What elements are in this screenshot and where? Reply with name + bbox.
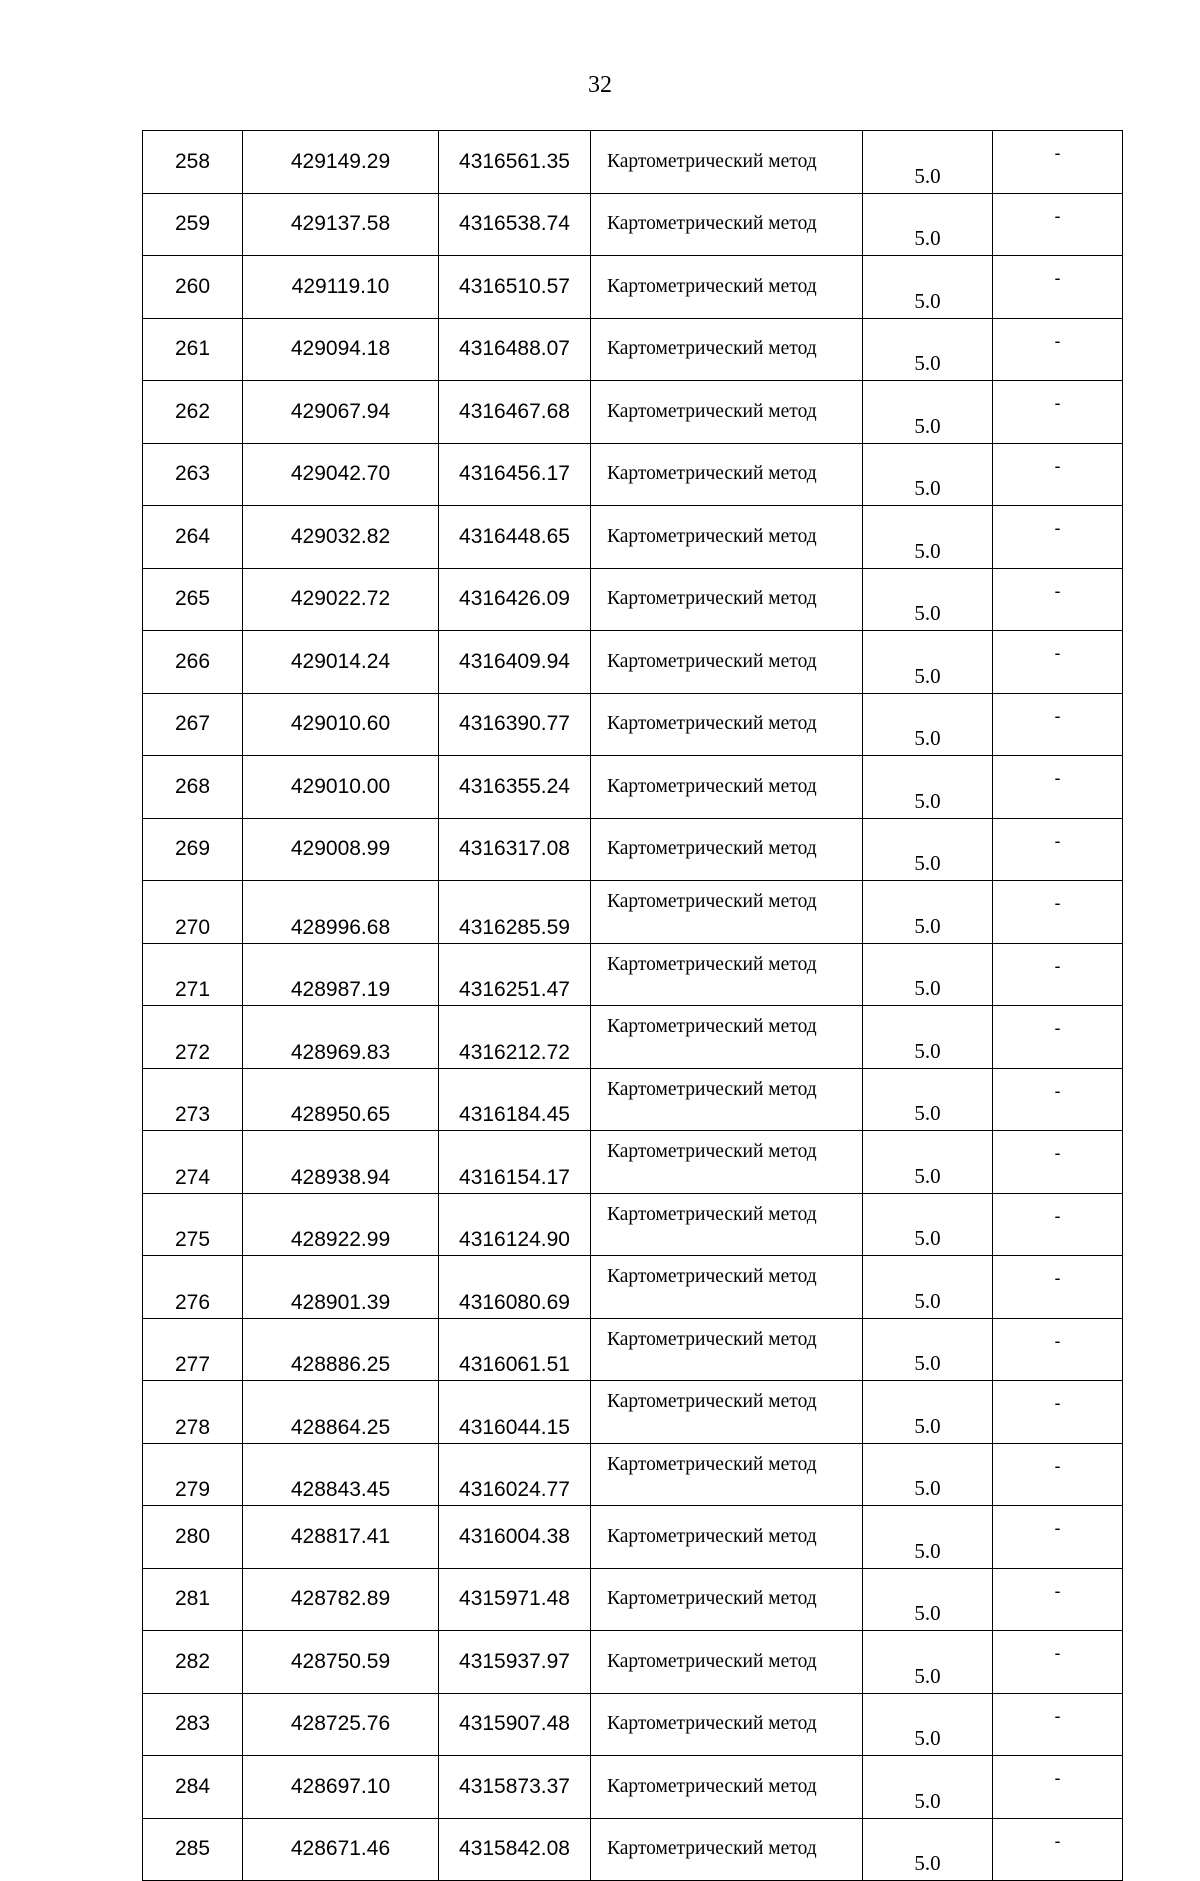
page-number: 32 bbox=[588, 72, 612, 98]
note-cell: - bbox=[993, 131, 1123, 194]
note-cell: - bbox=[993, 1443, 1123, 1506]
table-row bbox=[143, 1318, 1123, 1381]
x-coordinate-cell: 428938.94 bbox=[243, 1131, 439, 1194]
y-coordinate-cell: 4316080.69 bbox=[439, 1256, 591, 1319]
table-row bbox=[143, 631, 1123, 694]
note-cell: - bbox=[993, 443, 1123, 506]
x-coordinate-cell: 429067.94 bbox=[243, 381, 439, 444]
accuracy-cell: 5.0 bbox=[863, 381, 993, 444]
method-cell: Картометрический метод bbox=[591, 1568, 863, 1631]
accuracy-cell: 5.0 bbox=[863, 1131, 993, 1194]
table-row bbox=[143, 1818, 1123, 1881]
y-coordinate-cell: 4316426.09 bbox=[439, 568, 591, 631]
point-number-cell: 270 bbox=[143, 881, 243, 944]
method-cell: Картометрический метод bbox=[591, 193, 863, 256]
point-number-cell: 264 bbox=[143, 506, 243, 569]
method-cell: Картометрический метод bbox=[591, 1131, 863, 1194]
x-coordinate-cell: 428969.83 bbox=[243, 1006, 439, 1069]
table-row bbox=[143, 881, 1123, 944]
table-row bbox=[143, 756, 1123, 819]
method-cell: Картометрический метод bbox=[591, 1443, 863, 1506]
method-cell: Картометрический метод bbox=[591, 756, 863, 819]
y-coordinate-cell: 4316409.94 bbox=[439, 631, 591, 694]
table-row bbox=[143, 818, 1123, 881]
table-row bbox=[143, 568, 1123, 631]
method-cell: Картометрический метод bbox=[591, 443, 863, 506]
accuracy-cell: 5.0 bbox=[863, 1381, 993, 1444]
y-coordinate-cell: 4316317.08 bbox=[439, 818, 591, 881]
accuracy-cell: 5.0 bbox=[863, 131, 993, 194]
table-row bbox=[143, 1381, 1123, 1444]
y-coordinate-cell: 4316212.72 bbox=[439, 1006, 591, 1069]
point-number-cell: 283 bbox=[143, 1693, 243, 1756]
table-row bbox=[143, 381, 1123, 444]
table-row bbox=[143, 1693, 1123, 1756]
y-coordinate-cell: 4316285.59 bbox=[439, 881, 591, 944]
note-cell: - bbox=[993, 818, 1123, 881]
y-coordinate-cell: 4316024.77 bbox=[439, 1443, 591, 1506]
table-row bbox=[143, 1631, 1123, 1694]
note-cell: - bbox=[993, 318, 1123, 381]
accuracy-cell: 5.0 bbox=[863, 1256, 993, 1319]
x-coordinate-cell: 428950.65 bbox=[243, 1068, 439, 1131]
accuracy-cell: 5.0 bbox=[863, 318, 993, 381]
y-coordinate-cell: 4316488.07 bbox=[439, 318, 591, 381]
x-coordinate-cell: 428697.10 bbox=[243, 1756, 439, 1819]
x-coordinate-cell: 428725.76 bbox=[243, 1693, 439, 1756]
x-coordinate-cell: 428864.25 bbox=[243, 1381, 439, 1444]
point-number-cell: 277 bbox=[143, 1318, 243, 1381]
table-row bbox=[143, 1193, 1123, 1256]
accuracy-cell: 5.0 bbox=[863, 506, 993, 569]
note-cell: - bbox=[993, 568, 1123, 631]
y-coordinate-cell: 4316390.77 bbox=[439, 693, 591, 756]
method-cell: Картометрический метод bbox=[591, 381, 863, 444]
table-row bbox=[143, 318, 1123, 381]
point-number-cell: 280 bbox=[143, 1506, 243, 1569]
method-cell: Картометрический метод bbox=[591, 881, 863, 944]
x-coordinate-cell: 429149.29 bbox=[243, 131, 439, 194]
method-cell: Картометрический метод bbox=[591, 943, 863, 1006]
note-cell: - bbox=[993, 1068, 1123, 1131]
x-coordinate-cell: 429032.82 bbox=[243, 506, 439, 569]
y-coordinate-cell: 4316538.74 bbox=[439, 193, 591, 256]
method-cell: Картометрический метод bbox=[591, 256, 863, 319]
note-cell: - bbox=[993, 1193, 1123, 1256]
y-coordinate-cell: 4316467.68 bbox=[439, 381, 591, 444]
point-number-cell: 266 bbox=[143, 631, 243, 694]
note-cell: - bbox=[993, 1256, 1123, 1319]
method-cell: Картометрический метод bbox=[591, 1381, 863, 1444]
note-cell: - bbox=[993, 1693, 1123, 1756]
x-coordinate-cell: 429014.24 bbox=[243, 631, 439, 694]
method-cell: Картометрический метод bbox=[591, 1193, 863, 1256]
y-coordinate-cell: 4316004.38 bbox=[439, 1506, 591, 1569]
note-cell: - bbox=[993, 881, 1123, 944]
table-row bbox=[143, 1068, 1123, 1131]
note-cell: - bbox=[993, 1818, 1123, 1881]
table-row bbox=[143, 943, 1123, 1006]
point-number-cell: 273 bbox=[143, 1068, 243, 1131]
x-coordinate-cell: 428671.46 bbox=[243, 1818, 439, 1881]
table-row bbox=[143, 1506, 1123, 1569]
y-coordinate-cell: 4316061.51 bbox=[439, 1318, 591, 1381]
accuracy-cell: 5.0 bbox=[863, 1631, 993, 1694]
y-coordinate-cell: 4315907.48 bbox=[439, 1693, 591, 1756]
table-row bbox=[143, 1756, 1123, 1819]
accuracy-cell: 5.0 bbox=[863, 1693, 993, 1756]
note-cell: - bbox=[993, 693, 1123, 756]
x-coordinate-cell: 428817.41 bbox=[243, 1506, 439, 1569]
accuracy-cell: 5.0 bbox=[863, 881, 993, 944]
coordinates-table-body bbox=[143, 131, 1123, 1881]
accuracy-cell: 5.0 bbox=[863, 1506, 993, 1569]
table-row bbox=[143, 443, 1123, 506]
note-cell: - bbox=[993, 631, 1123, 694]
point-number-cell: 258 bbox=[143, 131, 243, 194]
table-row bbox=[143, 131, 1123, 194]
method-cell: Картометрический метод bbox=[591, 318, 863, 381]
x-coordinate-cell: 429119.10 bbox=[243, 256, 439, 319]
note-cell: - bbox=[993, 1131, 1123, 1194]
table-row bbox=[143, 1568, 1123, 1631]
method-cell: Картометрический метод bbox=[591, 1756, 863, 1819]
y-coordinate-cell: 4316561.35 bbox=[439, 131, 591, 194]
point-number-cell: 276 bbox=[143, 1256, 243, 1319]
method-cell: Картометрический метод bbox=[591, 1818, 863, 1881]
accuracy-cell: 5.0 bbox=[863, 1006, 993, 1069]
point-number-cell: 265 bbox=[143, 568, 243, 631]
y-coordinate-cell: 4316184.45 bbox=[439, 1068, 591, 1131]
accuracy-cell: 5.0 bbox=[863, 818, 993, 881]
method-cell: Картометрический метод bbox=[591, 1318, 863, 1381]
note-cell: - bbox=[993, 756, 1123, 819]
method-cell: Картометрический метод bbox=[591, 1693, 863, 1756]
y-coordinate-cell: 4316510.57 bbox=[439, 256, 591, 319]
accuracy-cell: 5.0 bbox=[863, 756, 993, 819]
accuracy-cell: 5.0 bbox=[863, 1443, 993, 1506]
y-coordinate-cell: 4316448.65 bbox=[439, 506, 591, 569]
y-coordinate-cell: 4316456.17 bbox=[439, 443, 591, 506]
method-cell: Картометрический метод bbox=[591, 1068, 863, 1131]
y-coordinate-cell: 4316124.90 bbox=[439, 1193, 591, 1256]
note-cell: - bbox=[993, 193, 1123, 256]
x-coordinate-cell: 429010.60 bbox=[243, 693, 439, 756]
note-cell: - bbox=[993, 943, 1123, 1006]
y-coordinate-cell: 4316154.17 bbox=[439, 1131, 591, 1194]
method-cell: Картометрический метод bbox=[591, 818, 863, 881]
x-coordinate-cell: 428750.59 bbox=[243, 1631, 439, 1694]
accuracy-cell: 5.0 bbox=[863, 1193, 993, 1256]
accuracy-cell: 5.0 bbox=[863, 193, 993, 256]
accuracy-cell: 5.0 bbox=[863, 443, 993, 506]
point-number-cell: 261 bbox=[143, 318, 243, 381]
y-coordinate-cell: 4316251.47 bbox=[439, 943, 591, 1006]
note-cell: - bbox=[993, 256, 1123, 319]
x-coordinate-cell: 428843.45 bbox=[243, 1443, 439, 1506]
table-row bbox=[143, 693, 1123, 756]
x-coordinate-cell: 428782.89 bbox=[243, 1568, 439, 1631]
table-row bbox=[143, 193, 1123, 256]
accuracy-cell: 5.0 bbox=[863, 1756, 993, 1819]
method-cell: Картометрический метод bbox=[591, 568, 863, 631]
y-coordinate-cell: 4315937.97 bbox=[439, 1631, 591, 1694]
point-number-cell: 272 bbox=[143, 1006, 243, 1069]
table-row bbox=[143, 1443, 1123, 1506]
point-number-cell: 263 bbox=[143, 443, 243, 506]
x-coordinate-cell: 429094.18 bbox=[243, 318, 439, 381]
note-cell: - bbox=[993, 506, 1123, 569]
y-coordinate-cell: 4315873.37 bbox=[439, 1756, 591, 1819]
x-coordinate-cell: 429042.70 bbox=[243, 443, 439, 506]
note-cell: - bbox=[993, 1006, 1123, 1069]
point-number-cell: 275 bbox=[143, 1193, 243, 1256]
y-coordinate-cell: 4316355.24 bbox=[439, 756, 591, 819]
table-row bbox=[143, 256, 1123, 319]
x-coordinate-cell: 428922.99 bbox=[243, 1193, 439, 1256]
table-row bbox=[143, 1131, 1123, 1194]
accuracy-cell: 5.0 bbox=[863, 1318, 993, 1381]
coordinates-table bbox=[142, 130, 1123, 1881]
point-number-cell: 284 bbox=[143, 1756, 243, 1819]
accuracy-cell: 5.0 bbox=[863, 256, 993, 319]
note-cell: - bbox=[993, 381, 1123, 444]
x-coordinate-cell: 429022.72 bbox=[243, 568, 439, 631]
point-number-cell: 274 bbox=[143, 1131, 243, 1194]
accuracy-cell: 5.0 bbox=[863, 568, 993, 631]
point-number-cell: 281 bbox=[143, 1568, 243, 1631]
table-row bbox=[143, 1256, 1123, 1319]
method-cell: Картометрический метод bbox=[591, 693, 863, 756]
method-cell: Картометрический метод bbox=[591, 1506, 863, 1569]
note-cell: - bbox=[993, 1756, 1123, 1819]
x-coordinate-cell: 429137.58 bbox=[243, 193, 439, 256]
point-number-cell: 279 bbox=[143, 1443, 243, 1506]
x-coordinate-cell: 429010.00 bbox=[243, 756, 439, 819]
point-number-cell: 269 bbox=[143, 818, 243, 881]
note-cell: - bbox=[993, 1568, 1123, 1631]
y-coordinate-cell: 4315971.48 bbox=[439, 1568, 591, 1631]
note-cell: - bbox=[993, 1381, 1123, 1444]
method-cell: Картометрический метод bbox=[591, 1006, 863, 1069]
note-cell: - bbox=[993, 1318, 1123, 1381]
method-cell: Картометрический метод bbox=[591, 1631, 863, 1694]
method-cell: Картометрический метод bbox=[591, 631, 863, 694]
accuracy-cell: 5.0 bbox=[863, 1068, 993, 1131]
x-coordinate-cell: 428987.19 bbox=[243, 943, 439, 1006]
y-coordinate-cell: 4315842.08 bbox=[439, 1818, 591, 1881]
accuracy-cell: 5.0 bbox=[863, 1568, 993, 1631]
accuracy-cell: 5.0 bbox=[863, 631, 993, 694]
accuracy-cell: 5.0 bbox=[863, 1818, 993, 1881]
point-number-cell: 259 bbox=[143, 193, 243, 256]
method-cell: Картометрический метод bbox=[591, 1256, 863, 1319]
point-number-cell: 278 bbox=[143, 1381, 243, 1444]
method-cell: Картометрический метод bbox=[591, 131, 863, 194]
table-row bbox=[143, 506, 1123, 569]
point-number-cell: 282 bbox=[143, 1631, 243, 1694]
note-cell: - bbox=[993, 1631, 1123, 1694]
x-coordinate-cell: 428996.68 bbox=[243, 881, 439, 944]
y-coordinate-cell: 4316044.15 bbox=[439, 1381, 591, 1444]
note-cell: - bbox=[993, 1506, 1123, 1569]
point-number-cell: 260 bbox=[143, 256, 243, 319]
point-number-cell: 262 bbox=[143, 381, 243, 444]
table-row bbox=[143, 1006, 1123, 1069]
accuracy-cell: 5.0 bbox=[863, 693, 993, 756]
x-coordinate-cell: 428901.39 bbox=[243, 1256, 439, 1319]
point-number-cell: 268 bbox=[143, 756, 243, 819]
point-number-cell: 267 bbox=[143, 693, 243, 756]
x-coordinate-cell: 428886.25 bbox=[243, 1318, 439, 1381]
point-number-cell: 285 bbox=[143, 1818, 243, 1881]
accuracy-cell: 5.0 bbox=[863, 943, 993, 1006]
point-number-cell: 271 bbox=[143, 943, 243, 1006]
method-cell: Картометрический метод bbox=[591, 506, 863, 569]
x-coordinate-cell: 429008.99 bbox=[243, 818, 439, 881]
